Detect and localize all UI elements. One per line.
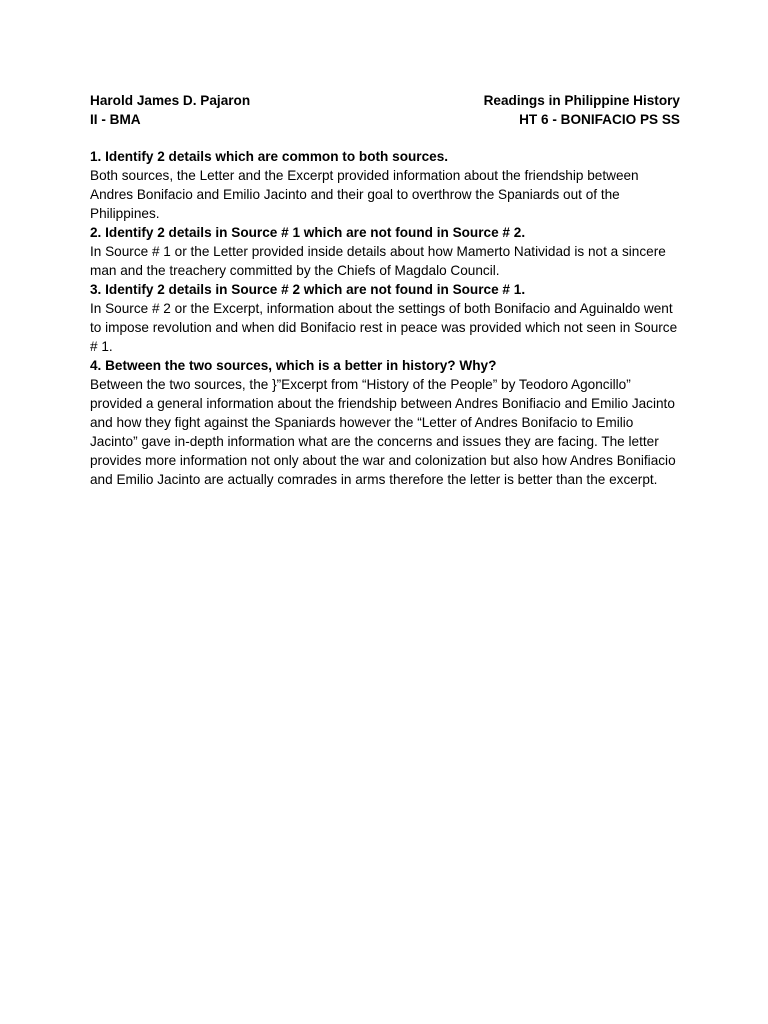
qa-block-2 [90, 223, 680, 280]
student-section: II - BMA [90, 112, 141, 127]
header-spacer [90, 129, 680, 147]
qa-block-3 [90, 280, 680, 356]
question-4: 4. Between the two sources, which is a better in history? Why? [90, 358, 497, 373]
qa-block-4 [90, 356, 680, 489]
document-page [90, 91, 680, 489]
question-1: 1. Identify 2 details which are common to both sources. [90, 149, 449, 164]
course-title: Readings in Philippine History [483, 93, 680, 108]
question-3: 3. Identify 2 details in Source # 2 which are not found in Source # 1. [90, 282, 526, 297]
answer-3: In Source # 2 or the Excerpt, information about the settings of both Bonifacio and Aguinaldo went to impose revolution and when did Bonifacio rest in peace was provided which not seen in Source # 1. [90, 301, 678, 354]
qa-block-1 [90, 147, 680, 223]
header-row-1 [90, 91, 680, 110]
answer-1: Both sources, the Letter and the Excerpt provided information about the friendship between Andres Bonifacio and Emilio Jacinto and their goal to overthrow the Spaniards out of the Philippines. [90, 168, 639, 221]
question-2: 2. Identify 2 details in Source # 1 which are not found in Source # 2. [90, 225, 526, 240]
student-name: Harold James D. Pajaron [90, 93, 251, 108]
answer-2: In Source # 1 or the Letter provided inside details about how Mamerto Natividad is not a sincere man and the treachery committed by the Chiefs of Magdalo Council. [90, 244, 666, 278]
header-row-2 [90, 110, 680, 129]
answer-4: Between the two sources, the }”Excerpt from “History of the People” by Teodoro Agoncillo” provided a general information about the friendship between Andres Bonifiacio and Emilio Jacinto and how they fight against the Spaniards however the “Letter of Andres Bonifacio to Emilio Jacinto” gave in-depth information what are the concerns and issues they are facing. The letter provides more information not only about the war and colonization but also how Andres Bonifiacio and Emilio Jacinto are actually comrades in arms therefore the letter is better than the excerpt. [90, 377, 676, 487]
class-code: HT 6 - BONIFACIO PS SS [519, 112, 680, 127]
